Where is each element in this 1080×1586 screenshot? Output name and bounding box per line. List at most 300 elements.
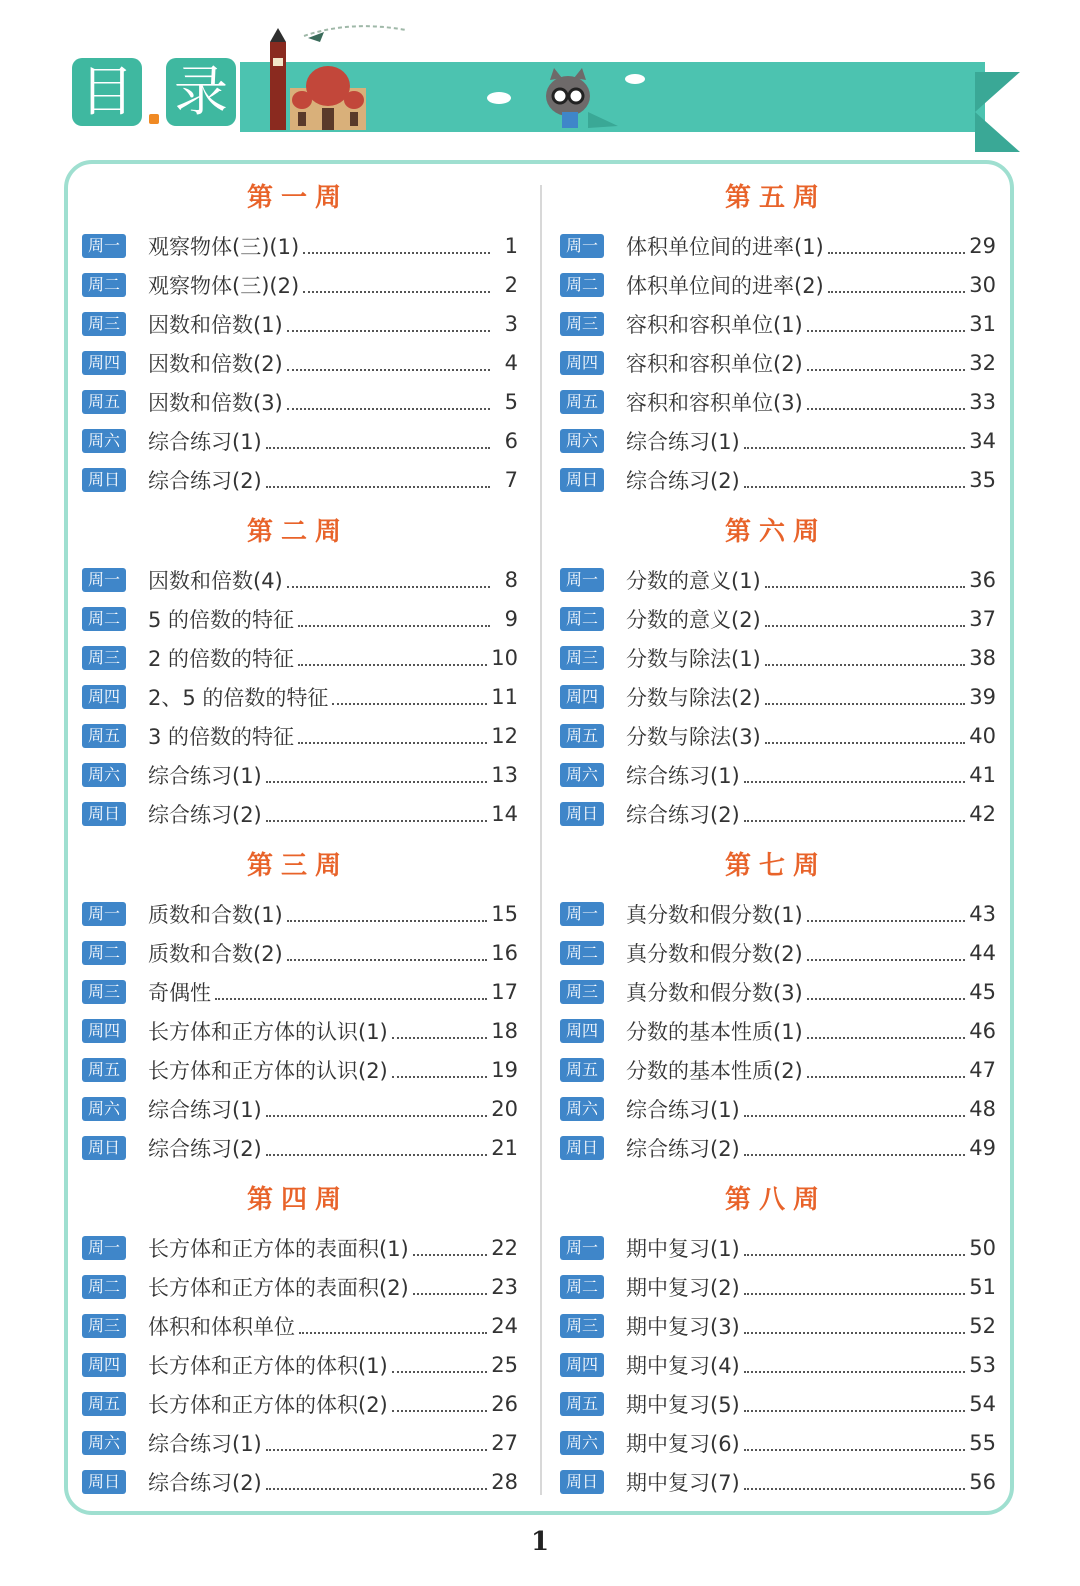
dot-leader [807, 355, 966, 371]
day-badge: 周四 [560, 685, 604, 709]
toc-entry[interactable] [556, 755, 996, 794]
toc-entry[interactable] [556, 599, 996, 638]
toc-entry[interactable] [556, 677, 996, 716]
day-badge: 周六 [560, 763, 604, 787]
toc-entry[interactable] [78, 794, 518, 833]
entry-label: 综合练习(2) [626, 468, 740, 493]
dot-leader [744, 806, 966, 822]
page-number: 4 [504, 350, 518, 375]
page-number: 44 [969, 940, 996, 965]
day-badge: 周六 [82, 1097, 126, 1121]
dot-leader [744, 1357, 966, 1373]
dot-leader [807, 394, 966, 410]
day-badge: 周二 [82, 273, 126, 297]
day-badge: 周三 [82, 312, 126, 336]
dot-leader [392, 1396, 488, 1412]
entry-label: 综合练习(1) [148, 1097, 262, 1122]
dot-leader [807, 906, 966, 922]
page-number: 13 [491, 762, 518, 787]
page-number: 30 [969, 272, 996, 297]
toc-entry[interactable] [556, 1228, 996, 1267]
toc-entry[interactable] [556, 421, 996, 460]
toc-entry[interactable] [556, 1462, 996, 1501]
toc-entry[interactable] [78, 1267, 518, 1306]
dot-leader [807, 1062, 966, 1078]
week-section [78, 1172, 518, 1506]
day-badge: 周一 [82, 568, 126, 592]
entry-label: 期中复习(6) [626, 1431, 740, 1456]
toc-column-right [556, 170, 996, 1506]
day-badge: 周四 [560, 351, 604, 375]
page-number: 14 [491, 801, 518, 826]
dot-leader [807, 984, 966, 1000]
dot-leader [765, 650, 966, 666]
dot-leader [744, 767, 966, 783]
day-badge: 周一 [82, 234, 126, 258]
page-number: 7 [504, 467, 518, 492]
toc-entry[interactable] [556, 1345, 996, 1384]
entry-label: 分数的意义(2) [626, 607, 761, 632]
toc-entry[interactable] [78, 226, 518, 265]
toc-entry[interactable] [78, 421, 518, 460]
week-title: 第七周 [724, 851, 827, 881]
entry-label: 分数的基本性质(1) [626, 1019, 803, 1044]
day-badge: 周一 [82, 902, 126, 926]
entry-label: 综合练习(1) [148, 763, 262, 788]
entry-label: 容积和容积单位(3) [626, 390, 803, 415]
day-badge: 周三 [560, 312, 604, 336]
day-badge: 周二 [82, 607, 126, 631]
day-badge: 周二 [560, 941, 604, 965]
page-number: 41 [969, 762, 996, 787]
day-badge: 周五 [560, 1392, 604, 1416]
day-badge: 周五 [560, 724, 604, 748]
toc-entry[interactable] [78, 933, 518, 972]
entry-label: 分数的基本性质(2) [626, 1058, 803, 1083]
entry-label: 综合练习(1) [148, 1431, 262, 1456]
day-badge: 周日 [82, 1136, 126, 1160]
toc-entry[interactable] [78, 894, 518, 933]
toc-entry[interactable] [556, 1089, 996, 1128]
toc-entry[interactable] [556, 1423, 996, 1462]
page-number: 33 [969, 389, 996, 414]
dot-leader [215, 984, 487, 1000]
entry-label: 3 的倍数的特征 [148, 724, 295, 749]
day-badge: 周三 [560, 646, 604, 670]
dot-leader [287, 355, 490, 371]
page-number: 37 [969, 606, 996, 631]
page-number: 49 [969, 1135, 996, 1160]
entry-label: 综合练习(1) [626, 429, 740, 454]
page-number: 42 [969, 801, 996, 826]
toc-entry[interactable] [556, 933, 996, 972]
toc-entry[interactable] [78, 560, 518, 599]
dot-leader [287, 906, 488, 922]
entry-label: 期中复习(1) [626, 1236, 740, 1261]
entry-label: 5 的倍数的特征 [148, 607, 295, 632]
toc-entry[interactable] [78, 1345, 518, 1384]
toc-entry[interactable] [78, 972, 518, 1011]
entry-label: 长方体和正方体的表面积(2) [148, 1275, 409, 1300]
entry-label: 2 的倍数的特征 [148, 646, 295, 671]
entry-label: 容积和容积单位(1) [626, 312, 803, 337]
page-number: 51 [969, 1274, 996, 1299]
page-number: 21 [491, 1135, 518, 1160]
page-number: 26 [491, 1391, 518, 1416]
entry-label: 综合练习(2) [148, 468, 262, 493]
dot-leader [266, 806, 488, 822]
column-divider [540, 185, 542, 1495]
week-section [556, 170, 996, 504]
week-section [78, 838, 518, 1172]
week-section [556, 838, 996, 1172]
entry-label: 长方体和正方体的表面积(1) [148, 1236, 409, 1261]
entry-label: 综合练习(1) [626, 1097, 740, 1122]
entry-label: 因数和倍数(4) [148, 568, 283, 593]
dot-leader [765, 728, 966, 744]
week-title: 第四周 [246, 1185, 349, 1215]
dot-leader [828, 238, 966, 254]
page-number: 25 [491, 1352, 518, 1377]
entry-label: 真分数和假分数(3) [626, 980, 803, 1005]
toc-entry[interactable] [78, 1050, 518, 1089]
page-number: 36 [969, 567, 996, 592]
day-badge: 周日 [82, 1470, 126, 1494]
dot-leader [765, 689, 966, 705]
dot-leader [744, 472, 966, 488]
day-badge: 周五 [82, 1392, 126, 1416]
cloud-icon [484, 88, 514, 106]
dot-leader [266, 433, 490, 449]
entry-label: 体积单位间的进率(1) [626, 234, 824, 259]
dot-leader [287, 394, 490, 410]
dot-leader [266, 472, 490, 488]
entry-label: 综合练习(2) [626, 802, 740, 827]
page-number: 17 [491, 979, 518, 1004]
entry-label: 综合练习(2) [626, 1136, 740, 1161]
toc-entry[interactable] [78, 1384, 518, 1423]
day-badge: 周一 [560, 1236, 604, 1260]
toc-entry[interactable] [78, 382, 518, 421]
day-badge: 周日 [82, 802, 126, 826]
dot-leader [266, 1140, 488, 1156]
page-number: 2 [504, 272, 518, 297]
dot-leader [807, 945, 966, 961]
toc-entry[interactable] [78, 638, 518, 677]
entry-label: 期中复习(7) [626, 1470, 740, 1495]
dot-leader [765, 572, 966, 588]
day-badge: 周五 [82, 724, 126, 748]
dot-leader [744, 1140, 966, 1156]
toc-entry[interactable] [78, 599, 518, 638]
day-badge: 周六 [82, 1431, 126, 1455]
dot-leader [266, 1474, 488, 1490]
entry-label: 体积和体积单位 [148, 1314, 295, 1339]
toc-entry[interactable] [556, 716, 996, 755]
entry-label: 观察物体(三)(2) [148, 273, 300, 298]
toc-entry[interactable] [556, 226, 996, 265]
dot-leader [332, 689, 487, 705]
footer-page-number: 1 [530, 1527, 550, 1557]
dot-leader [287, 316, 490, 332]
page-number: 1 [504, 233, 518, 258]
page-number: 29 [969, 233, 996, 258]
day-badge: 周二 [82, 1275, 126, 1299]
toc-entry[interactable] [78, 1128, 518, 1167]
entry-label: 容积和容积单位(2) [626, 351, 803, 376]
page-number: 12 [491, 723, 518, 748]
entry-label: 综合练习(2) [148, 802, 262, 827]
page-number: 9 [504, 606, 518, 631]
day-badge: 周二 [82, 941, 126, 965]
entry-label: 质数和合数(1) [148, 902, 283, 927]
day-badge: 周三 [560, 980, 604, 1004]
dot-leader [392, 1023, 488, 1039]
toc-entry[interactable] [78, 1011, 518, 1050]
entry-label: 期中复习(3) [626, 1314, 740, 1339]
page-number: 22 [491, 1235, 518, 1260]
title-dot [149, 114, 159, 124]
entry-label: 综合练习(2) [148, 1470, 262, 1495]
page-number: 16 [491, 940, 518, 965]
toc-entry[interactable] [556, 1128, 996, 1167]
cloud-icon [622, 70, 648, 86]
week-section [556, 504, 996, 838]
day-badge: 周三 [82, 646, 126, 670]
dot-leader [266, 1435, 488, 1451]
header-banner [0, 0, 1080, 160]
toc-entry[interactable] [556, 343, 996, 382]
day-badge: 周二 [560, 273, 604, 297]
entry-label: 期中复习(2) [626, 1275, 740, 1300]
day-badge: 周四 [82, 685, 126, 709]
toc-entry[interactable] [78, 265, 518, 304]
dot-leader [765, 611, 966, 627]
week-title: 第一周 [246, 183, 349, 213]
entry-label: 分数与除法(3) [626, 724, 761, 749]
day-badge: 周五 [560, 1058, 604, 1082]
entry-label: 分数与除法(2) [626, 685, 761, 710]
toc-entry[interactable] [78, 677, 518, 716]
week-section [78, 170, 518, 504]
dot-leader [413, 1279, 488, 1295]
day-badge: 周日 [560, 1136, 604, 1160]
page-number: 45 [969, 979, 996, 1004]
airplane-icon [300, 16, 410, 46]
page-number: 54 [969, 1391, 996, 1416]
day-badge: 周四 [560, 1353, 604, 1377]
entry-label: 2、5 的倍数的特征 [148, 685, 329, 710]
day-badge: 周一 [82, 1236, 126, 1260]
dot-leader [744, 1101, 966, 1117]
toc-entry[interactable] [556, 894, 996, 933]
page-number: 10 [491, 645, 518, 670]
page-number: 3 [504, 311, 518, 336]
dot-leader [744, 1279, 966, 1295]
entry-label: 长方体和正方体的认识(1) [148, 1019, 388, 1044]
toc-entry[interactable] [556, 1050, 996, 1089]
day-badge: 周一 [560, 902, 604, 926]
toc-entry[interactable] [556, 1267, 996, 1306]
page-number: 39 [969, 684, 996, 709]
entry-label: 综合练习(2) [148, 1136, 262, 1161]
toc-entry[interactable] [78, 755, 518, 794]
entry-label: 因数和倍数(1) [148, 312, 283, 337]
dot-leader [266, 767, 488, 783]
toc-entry[interactable] [78, 1423, 518, 1462]
dot-leader [392, 1062, 488, 1078]
entry-label: 分数的意义(1) [626, 568, 761, 593]
toc-entry[interactable] [556, 382, 996, 421]
page-number: 28 [491, 1469, 518, 1494]
page-number: 32 [969, 350, 996, 375]
page-number: 47 [969, 1057, 996, 1082]
toc-entry[interactable] [556, 265, 996, 304]
page-number: 48 [969, 1096, 996, 1121]
page-number: 52 [969, 1313, 996, 1338]
toc-entry[interactable] [78, 716, 518, 755]
dot-leader [299, 1318, 487, 1334]
dot-leader [744, 1435, 966, 1451]
week-section [78, 504, 518, 838]
week-title: 第六周 [724, 517, 827, 547]
toc-entry[interactable] [78, 460, 518, 499]
entry-label: 期中复习(5) [626, 1392, 740, 1417]
dot-leader [303, 238, 490, 254]
day-badge: 周六 [82, 763, 126, 787]
entry-label: 综合练习(1) [626, 763, 740, 788]
day-badge: 周一 [560, 568, 604, 592]
page-number: 20 [491, 1096, 518, 1121]
entry-label: 期中复习(4) [626, 1353, 740, 1378]
week-title: 第八周 [724, 1185, 827, 1215]
day-badge: 周二 [560, 607, 604, 631]
toc-entry[interactable] [556, 794, 996, 833]
toc-entry[interactable] [556, 304, 996, 343]
entry-label: 长方体和正方体的认识(2) [148, 1058, 388, 1083]
raccoon-mascot-icon [540, 68, 620, 130]
week-title: 第二周 [246, 517, 349, 547]
toc-entry[interactable] [556, 1306, 996, 1345]
entry-label: 长方体和正方体的体积(2) [148, 1392, 388, 1417]
day-badge: 周一 [560, 234, 604, 258]
page-number: 38 [969, 645, 996, 670]
day-badge: 周四 [82, 1353, 126, 1377]
dot-leader [744, 1396, 966, 1412]
day-badge: 周日 [560, 468, 604, 492]
dot-leader [287, 945, 488, 961]
day-badge: 周五 [82, 1058, 126, 1082]
page-number: 40 [969, 723, 996, 748]
toc-entry[interactable] [556, 1384, 996, 1423]
day-badge: 周三 [82, 980, 126, 1004]
week-title: 第三周 [246, 851, 349, 881]
page-number: 34 [969, 428, 996, 453]
entry-label: 因数和倍数(2) [148, 351, 283, 376]
toc-entry[interactable] [78, 1306, 518, 1345]
entry-label: 奇偶性 [148, 980, 211, 1005]
dot-leader [298, 650, 487, 666]
day-badge: 周日 [560, 802, 604, 826]
entry-label: 长方体和正方体的体积(1) [148, 1353, 388, 1378]
entry-label: 真分数和假分数(1) [626, 902, 803, 927]
day-badge: 周日 [82, 468, 126, 492]
toc-entry[interactable] [556, 560, 996, 599]
day-badge: 周日 [560, 1470, 604, 1494]
dot-leader [287, 572, 490, 588]
day-badge: 周三 [82, 1314, 126, 1338]
page-number: 56 [969, 1469, 996, 1494]
entry-label: 质数和合数(2) [148, 941, 283, 966]
page-number: 31 [969, 311, 996, 336]
day-badge: 周三 [560, 1314, 604, 1338]
day-badge: 周四 [560, 1019, 604, 1043]
page-number: 43 [969, 901, 996, 926]
page-number: 53 [969, 1352, 996, 1377]
entry-label: 真分数和假分数(2) [626, 941, 803, 966]
toc-entry[interactable] [78, 1228, 518, 1267]
toc-entry[interactable] [556, 1011, 996, 1050]
entry-label: 综合练习(1) [148, 429, 262, 454]
page-number: 23 [491, 1274, 518, 1299]
toc-entry[interactable] [78, 1462, 518, 1501]
page-number: 15 [491, 901, 518, 926]
page-number: 55 [969, 1430, 996, 1455]
toc-column-left [78, 170, 518, 1506]
dot-leader [298, 611, 490, 627]
toc-entry[interactable] [78, 343, 518, 382]
page-number: 6 [504, 428, 518, 453]
toc-entry[interactable] [78, 304, 518, 343]
dot-leader [807, 316, 966, 332]
dot-leader [744, 433, 966, 449]
page-number: 8 [504, 567, 518, 592]
dot-leader [413, 1240, 488, 1256]
dot-leader [744, 1474, 966, 1490]
dot-leader [807, 1023, 966, 1039]
day-badge: 周四 [82, 1019, 126, 1043]
title-char-lu: 录 [166, 58, 236, 126]
entry-label: 观察物体(三)(1) [148, 234, 300, 259]
page-number: 35 [969, 467, 996, 492]
dot-leader [303, 277, 490, 293]
ribbon-tail [975, 72, 1020, 152]
day-badge: 周六 [560, 1431, 604, 1455]
page-number: 50 [969, 1235, 996, 1260]
dot-leader [298, 728, 487, 744]
toc-entry[interactable] [556, 460, 996, 499]
day-badge: 周六 [560, 1097, 604, 1121]
dot-leader [828, 277, 966, 293]
toc-entry[interactable] [556, 972, 996, 1011]
week-title: 第五周 [724, 183, 827, 213]
page-number: 19 [491, 1057, 518, 1082]
title-char-mu: 目 [72, 58, 142, 126]
toc-entry[interactable] [78, 1089, 518, 1128]
page-number: 11 [491, 684, 518, 709]
week-section [556, 1172, 996, 1506]
day-badge: 周六 [82, 429, 126, 453]
page-number: 46 [969, 1018, 996, 1043]
day-badge: 周六 [560, 429, 604, 453]
toc-entry[interactable] [556, 638, 996, 677]
day-badge: 周五 [82, 390, 126, 414]
dot-leader [392, 1357, 488, 1373]
page-number: 5 [504, 389, 518, 414]
entry-label: 分数与除法(1) [626, 646, 761, 671]
page-number: 27 [491, 1430, 518, 1455]
dot-leader [266, 1101, 488, 1117]
